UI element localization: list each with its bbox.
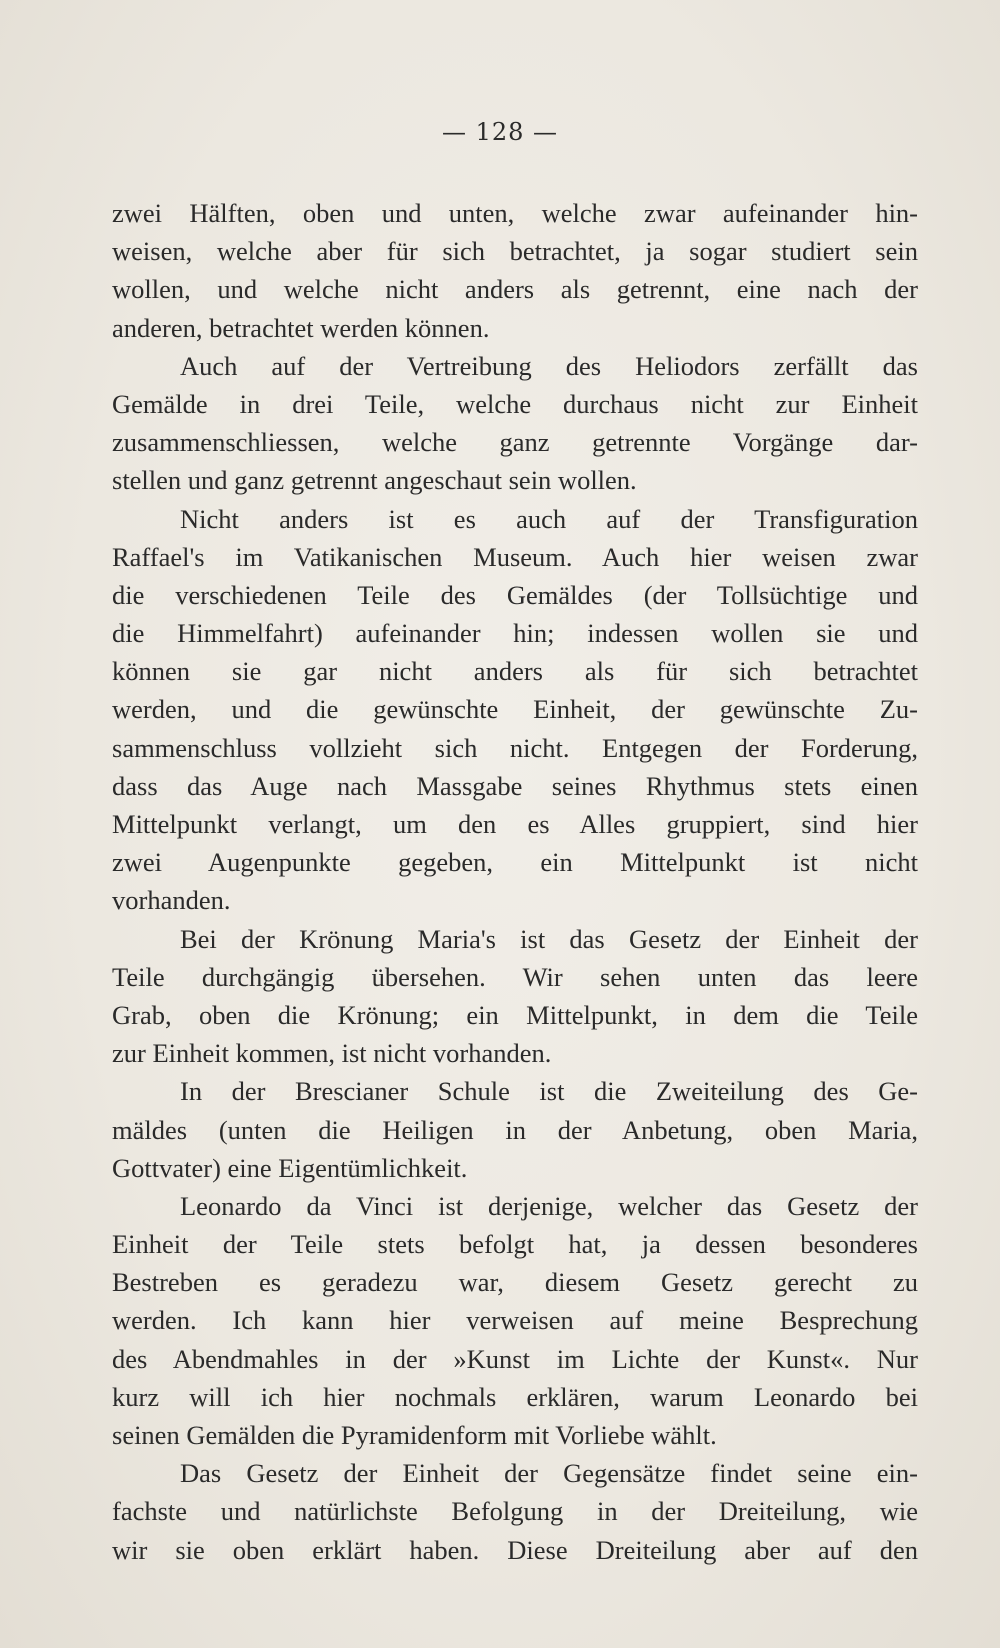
text-line: können sie gar nicht anders als für sich betrachtet [112, 656, 918, 687]
text-line: anderen, betrachtet werden können. [112, 312, 490, 343]
text-line: Gottvater) eine Eigentümlichkeit. [112, 1152, 468, 1183]
text-line: Leonardo da Vinci ist derjenige, welcher das Gesetz der [180, 1190, 918, 1221]
text-line: Gemälde in drei Teile, welche durchaus nicht zur Einheit [112, 388, 918, 419]
text-line: fachste und natürlichste Befolgung in der Dreiteilung, wie [112, 1496, 918, 1527]
text-line: zwei Augenpunkte gegeben, ein Mittelpunkt ist nicht [112, 847, 918, 878]
paragraph [112, 194, 918, 347]
paragraph [112, 1454, 918, 1569]
text-line: seinen Gemälden die Pyramidenform mit Vorliebe wählt. [112, 1420, 717, 1450]
text-line: dass das Auge nach Massgabe seines Rhythmus stets einen [112, 770, 918, 801]
text-line: In der Brescianer Schule ist die Zweiteilung des Ge- [180, 1076, 918, 1107]
text-line: Nicht anders ist es auch auf der Transfiguration [180, 503, 918, 534]
text-line: zusammenschliessen, welche ganz getrennte Vorgänge dar- [112, 427, 918, 458]
paragraph [112, 920, 918, 1073]
page-number: — 128 — [441, 118, 559, 146]
paragraph [112, 1072, 918, 1187]
text-line: Das Gesetz der Einheit der Gegensätze findet seine ein- [180, 1458, 918, 1489]
text-line: Teile durchgängig übersehen. Wir sehen unten das leere [112, 961, 918, 992]
text-line: Einheit der Teile stets befolgt hat, ja dessen besonderes [112, 1229, 918, 1260]
paragraph [112, 500, 918, 920]
text-line: zur Einheit kommen, ist nicht vorhanden. [112, 1038, 552, 1069]
text-line: vorhanden. [112, 885, 231, 916]
text-line: Bestreben es geradezu war, diesem Gesetz gerecht zu [112, 1267, 918, 1298]
text-line: Mittelpunkt verlangt, um den es Alles gruppiert, sind hier [112, 809, 918, 839]
text-line: die Himmelfahrt) aufeinander hin; indessen wollen sie und [112, 618, 918, 649]
text-line: Bei der Krönung Maria's ist das Gesetz der Einheit der [180, 923, 918, 954]
paragraph [112, 1187, 918, 1454]
text-line: stellen und ganz getrennt angeschaut sein wollen. [112, 465, 637, 496]
text-line: Raffael's im Vatikanischen Museum. Auch hier weisen zwar [112, 541, 918, 572]
text-line: sammenschluss vollzieht sich nicht. Entgegen der Forderung, [112, 732, 918, 763]
text-line: kurz will ich hier nochmals erklären, warum Leonardo bei [112, 1381, 918, 1412]
text-line: zwei Hälften, oben und unten, welche zwar aufeinander hin- [112, 198, 918, 228]
text-line: mäldes (unten die Heiligen in der Anbetung, oben Maria, [112, 1114, 918, 1145]
text-line: weisen, welche aber für sich betrachtet, ja sogar studiert sein [112, 236, 918, 267]
text-line: wollen, und welche nicht anders als getrennt, eine nach der [112, 274, 918, 305]
text-line: werden. Ich kann hier verweisen auf meine Besprechung [112, 1305, 918, 1336]
body-text [112, 194, 918, 1569]
text-line: die verschiedenen Teile des Gemäldes (der Tollsüchtige und [112, 579, 918, 610]
text-line: Grab, oben die Krönung; ein Mittelpunkt, in dem die Teile [112, 999, 918, 1030]
text-line: Auch auf der Vertreibung des Heliodors zerfällt das [180, 350, 918, 381]
text-line: des Abendmahles in der »Kunst im Lichte der Kunst«. Nur [112, 1343, 918, 1374]
paragraph [112, 347, 918, 500]
text-line: werden, und die gewünschte Einheit, der gewünschte Zu- [112, 694, 918, 725]
text-line: wir sie oben erklärt haben. Diese Dreiteilung aber auf den [112, 1534, 918, 1565]
